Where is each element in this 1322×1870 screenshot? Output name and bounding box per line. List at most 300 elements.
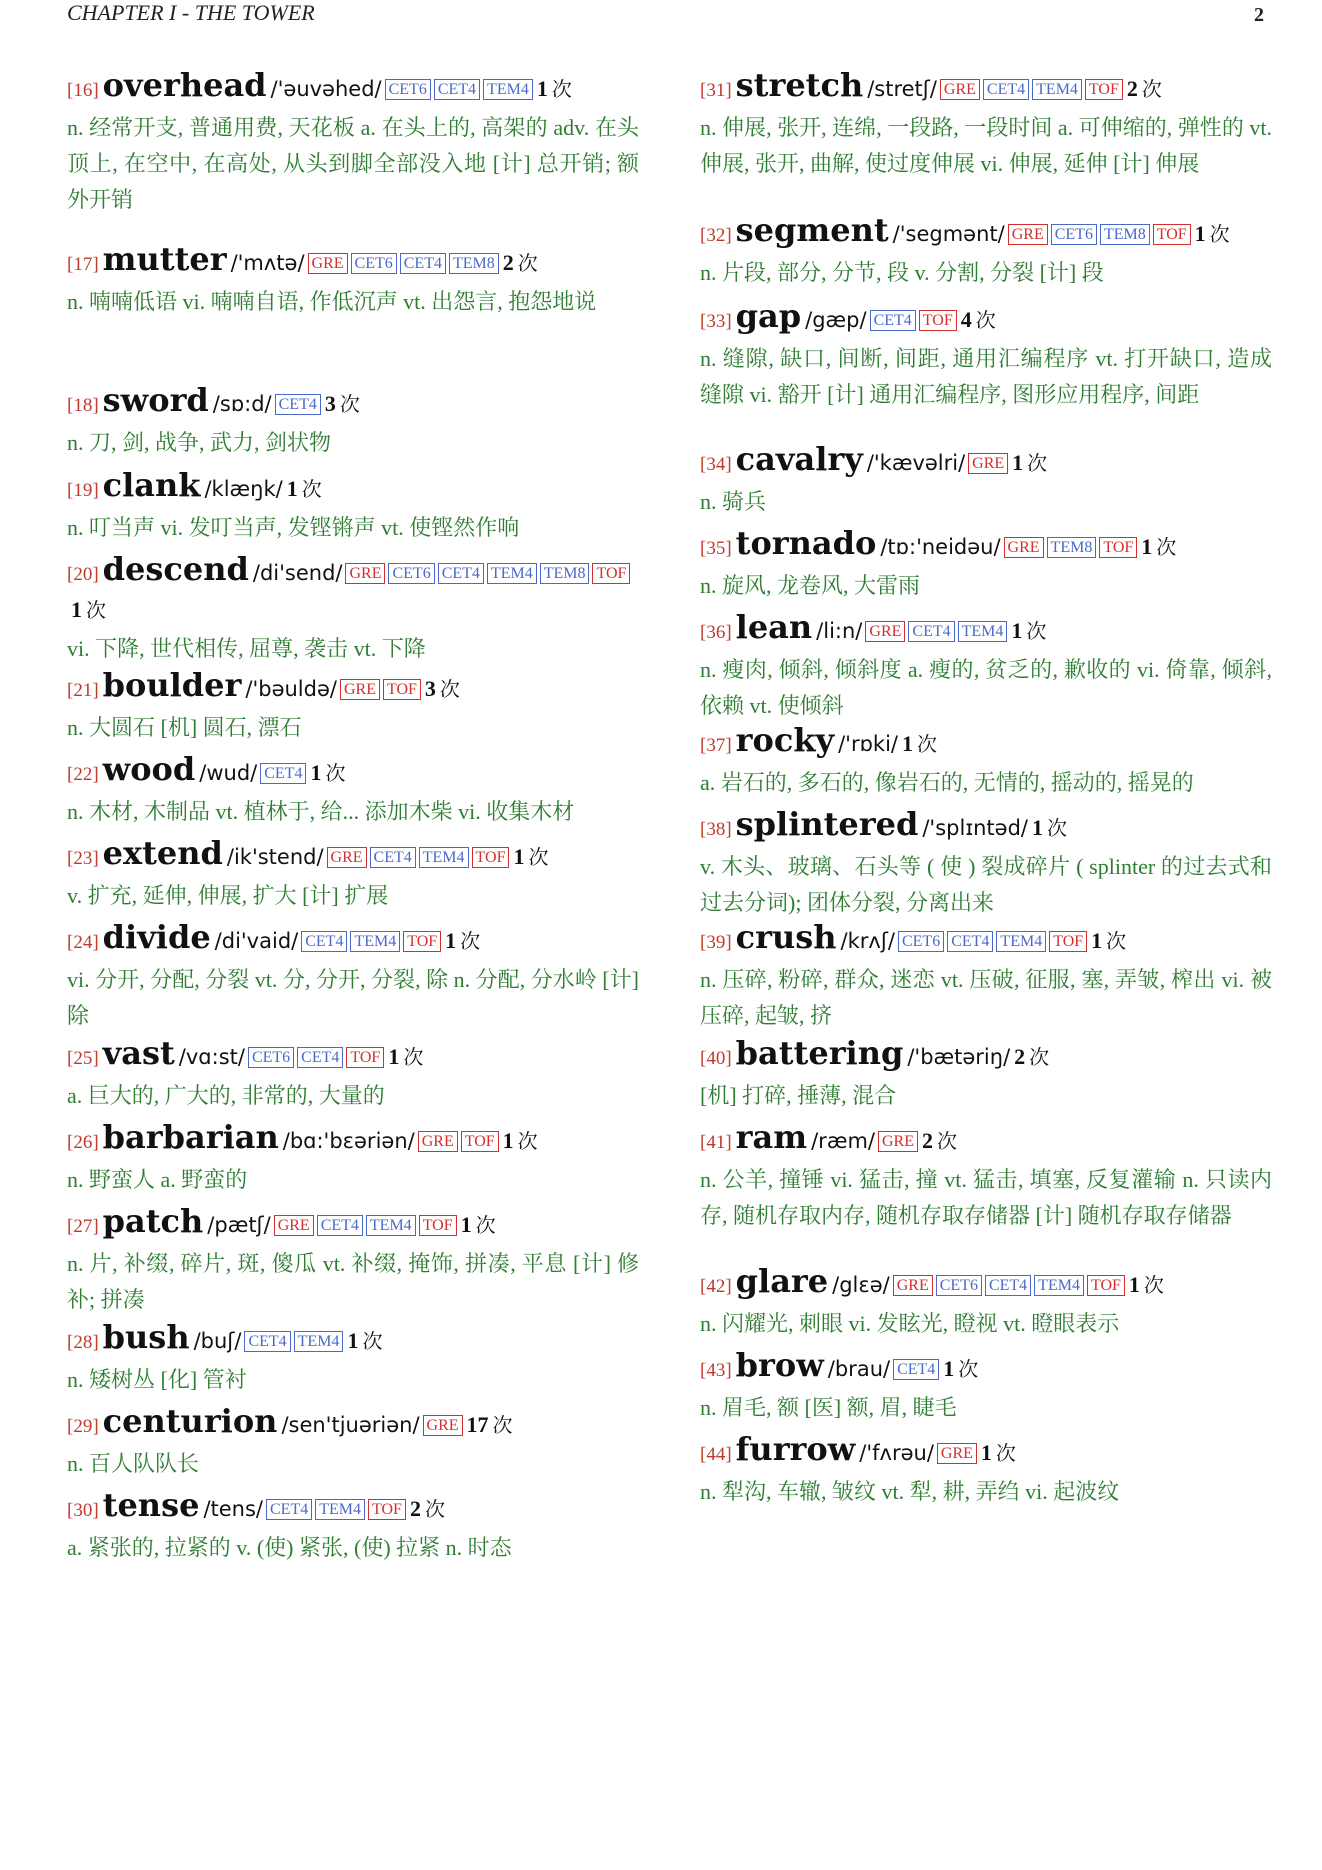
frequency-unit: 次	[1209, 224, 1230, 246]
entry-head	[67, 752, 639, 793]
exam-tag: GRE	[937, 1443, 977, 1464]
entry-number: [32]	[700, 225, 732, 246]
frequency-count: 1	[536, 76, 548, 101]
word-entry	[700, 1432, 1272, 1510]
word-entry	[700, 213, 1272, 291]
entry-head	[700, 1264, 1272, 1305]
entry-head	[67, 1120, 639, 1161]
pronunciation: /wud/	[199, 761, 258, 785]
word-entry	[700, 1036, 1272, 1114]
definition: n. 骑兵	[700, 489, 767, 514]
frequency-unit: 次	[492, 1415, 513, 1437]
entry-number: [16]	[67, 80, 99, 101]
entry-number: [37]	[700, 735, 732, 756]
entry-number: [25]	[67, 1048, 99, 1069]
entry-head	[700, 1348, 1272, 1389]
word-entry	[700, 920, 1272, 1034]
entry-head	[67, 836, 639, 877]
frequency-unit: 次	[1156, 537, 1177, 559]
exam-tag: TOF	[1049, 931, 1087, 952]
exam-tag: CET4	[297, 1047, 343, 1068]
headword: divide	[102, 918, 211, 956]
word-entry	[700, 610, 1272, 724]
exam-tag: CET4	[983, 79, 1029, 100]
definition: n. 喃喃低语 vi. 喃喃自语, 作低沉声 vt. 出怨言, 抱怨地说	[67, 289, 597, 314]
exam-tag: CET4	[317, 1215, 363, 1236]
entry-head	[700, 1036, 1272, 1077]
pronunciation: /'bætəriŋ/	[907, 1045, 1011, 1069]
definition: n. 刀, 剑, 战争, 武力, 剑状物	[67, 430, 332, 455]
entry-number: [35]	[700, 538, 732, 559]
word-entry	[700, 68, 1272, 182]
exam-tag: CET4	[893, 1359, 939, 1380]
pronunciation: /stretʃ/	[867, 77, 937, 101]
exam-tag: TEM4	[1034, 1275, 1084, 1296]
entry-number: [41]	[700, 1132, 732, 1153]
definition: a. 巨大的, 广大的, 非常的, 大量的	[67, 1083, 385, 1108]
pronunciation: /'segmənt/	[892, 222, 1005, 246]
definition: n. 片, 补缀, 碎片, 斑, 傻瓜 vt. 补缀, 掩饰, 拼凑, 平息 [计] 修补; 拼凑	[67, 1251, 639, 1312]
pronunciation: /brau/	[827, 1357, 891, 1381]
exam-tag: TOF	[1099, 537, 1137, 558]
definition: v. 木头、玻璃、石头等 ( 使 ) 裂成碎片 ( splinter 的过去式和过去分词); 团体分裂, 分离出来	[700, 854, 1272, 915]
definition: n. 犁沟, 车辙, 皱纹 vt. 犁, 耕, 弄绉 vi. 起波纹	[700, 1479, 1120, 1504]
entry-head	[700, 723, 1272, 764]
entry-head	[700, 1120, 1272, 1161]
word-entry	[700, 1264, 1272, 1342]
frequency-unit: 次	[528, 847, 549, 869]
exam-tag: CET6	[936, 1275, 982, 1296]
definition: n. 压碎, 粉碎, 群众, 迷恋 vt. 压破, 征服, 塞, 弄皱, 榨出 vi. 被压碎, 起皱, 挤	[700, 967, 1272, 1028]
pronunciation: /'splɪntəd/	[922, 816, 1028, 840]
headword: gap	[735, 297, 802, 335]
exam-tag: TEM4	[487, 563, 537, 584]
exam-tag: CET4	[301, 931, 347, 952]
frequency-unit: 次	[86, 600, 106, 622]
headword: rocky	[735, 721, 835, 759]
exam-tag: GRE	[308, 253, 348, 274]
entry-number: [39]	[700, 932, 732, 953]
word-entry	[67, 1320, 639, 1398]
entry-head	[67, 920, 639, 961]
frequency-count: 1	[347, 1328, 359, 1353]
pronunciation: /'bəuldə/	[245, 677, 337, 701]
definition: n. 旋风, 龙卷风, 大雷雨	[700, 573, 921, 598]
entry-number: [23]	[67, 848, 99, 869]
exam-tag: TEM4	[315, 1499, 365, 1520]
exam-tag: TOF	[1153, 224, 1191, 245]
headword: boulder	[102, 666, 242, 704]
definition: n. 野蛮人 a. 野蛮的	[67, 1167, 248, 1192]
exam-tag: CET6	[248, 1047, 294, 1068]
exam-tag: GRE	[968, 453, 1008, 474]
definition: a. 紧张的, 拉紧的 v. (使) 紧张, (使) 拉紧 n. 时态	[67, 1535, 512, 1560]
entry-head	[700, 213, 1272, 254]
entry-head	[700, 610, 1272, 651]
definition: vi. 分开, 分配, 分裂 vt. 分, 分开, 分裂, 除 n. 分配, 分水岭 [计] 除	[67, 967, 639, 1028]
exam-tag: CET4	[985, 1275, 1031, 1296]
exam-tag: CET6	[898, 931, 944, 952]
headword: battering	[735, 1034, 904, 1072]
frequency-unit: 次	[1047, 818, 1067, 840]
pronunciation: /sen'tjuəriən/	[281, 1413, 420, 1437]
pronunciation: /ik'stend/	[226, 845, 324, 869]
frequency-unit: 次	[975, 310, 996, 332]
word-entry	[67, 752, 639, 830]
frequency-unit: 次	[1026, 621, 1047, 643]
exam-tag: GRE	[327, 847, 367, 868]
entry-number: [43]	[700, 1360, 732, 1381]
definition: vi. 下降, 世代相传, 屈尊, 袭击 vt. 下降	[67, 636, 426, 661]
headword: ram	[735, 1118, 808, 1156]
frequency-count: 1	[1011, 618, 1023, 643]
frequency-count: 1	[980, 1440, 992, 1465]
pronunciation: /sɒ:d/	[212, 392, 272, 416]
entry-head	[700, 526, 1272, 567]
frequency-count: 1	[902, 731, 913, 756]
pronunciation: /di'vaid/	[214, 929, 299, 953]
frequency-unit: 次	[424, 1499, 445, 1521]
entry-number: [30]	[67, 1500, 99, 1521]
exam-tag: TOF	[419, 1215, 457, 1236]
definition: n. 公羊, 撞锤 vi. 猛击, 撞 vt. 猛击, 填塞, 反复灌输 n. 只读内存, 随机存取内存, 随机存取存储器 [计] 随机存取存储器	[700, 1167, 1272, 1228]
entry-number: [22]	[67, 764, 99, 785]
frequency-count: 1	[502, 1128, 514, 1153]
exam-tag: TOF	[368, 1499, 406, 1520]
pronunciation: /di'send/	[252, 561, 343, 585]
frequency-count: 17	[466, 1412, 489, 1437]
definition: [机] 打碎, 捶薄, 混合	[700, 1083, 897, 1108]
word-entry	[67, 242, 639, 320]
entry-number: [18]	[67, 395, 99, 416]
headword: extend	[102, 834, 223, 872]
chapter-header: CHAPTER I - THE TOWER	[67, 0, 315, 25]
word-entry	[700, 299, 1272, 413]
definition: n. 经常开支, 普通用费, 天花板 a. 在头上的, 高架的 adv. 在头顶上, 在空中, 在高处, 从头到脚全部没入地 [计] 总开销; 额外开销	[67, 115, 639, 212]
frequency-unit: 次	[958, 1359, 979, 1381]
exam-tag: TEM4	[483, 79, 533, 100]
exam-tag: TOF	[346, 1047, 384, 1068]
headword: brow	[735, 1346, 824, 1384]
headword: clank	[102, 466, 201, 504]
word-entry	[700, 526, 1272, 604]
word-entry	[67, 1036, 639, 1114]
headword: patch	[102, 1202, 204, 1240]
frequency-unit: 次	[1106, 931, 1127, 953]
headword: stretch	[735, 66, 864, 104]
entry-head	[700, 920, 1272, 961]
exam-tag: TOF	[1087, 1275, 1125, 1296]
frequency-unit: 次	[460, 931, 481, 953]
pronunciation: /'əuvəhed/	[270, 77, 382, 101]
headword: sword	[102, 381, 209, 419]
definition: n. 百人队队长	[67, 1451, 200, 1476]
frequency-count: 1	[1032, 815, 1043, 840]
exam-tag: CET6	[351, 253, 397, 274]
entry-head	[67, 552, 639, 630]
entry-number: [26]	[67, 1132, 99, 1153]
exam-tag: GRE	[418, 1131, 458, 1152]
frequency-unit: 次	[301, 479, 322, 501]
entry-number: [34]	[700, 454, 732, 475]
exam-tag: GRE	[893, 1275, 933, 1296]
entry-number: [20]	[67, 564, 99, 585]
word-entry	[700, 807, 1272, 921]
exam-tag: TEM4	[1032, 79, 1082, 100]
word-entry	[67, 1120, 639, 1198]
headword: descend	[102, 550, 249, 588]
definition: n. 片段, 部分, 分节, 段 v. 分割, 分裂 [计] 段	[700, 260, 1104, 285]
definition: n. 缝隙, 缺口, 间断, 间距, 通用汇编程序 vt. 打开缺口, 造成缝隙 vi. 豁开 [计] 通用汇编程序, 图形应用程序, 间距	[700, 346, 1272, 407]
exam-tag: CET4	[260, 763, 306, 784]
exam-tag: TOF	[403, 931, 441, 952]
entry-head	[700, 68, 1272, 109]
definition: n. 叮当声 vi. 发叮当声, 发铿锵声 vt. 使铿然作响	[67, 515, 520, 540]
headword: furrow	[735, 1430, 856, 1468]
word-entry	[67, 468, 639, 546]
frequency-count: 1	[1128, 1272, 1140, 1297]
headword: splintered	[735, 805, 919, 843]
definition: v. 扩充, 延伸, 伸展, 扩大 [计] 扩展	[67, 883, 389, 908]
definition: n. 瘦肉, 倾斜, 倾斜度 a. 瘦的, 贫乏的, 歉收的 vi. 倚靠, 倾斜, 依赖 vt. 使倾斜	[700, 657, 1272, 718]
definition: n. 眉毛, 额 [医] 额, 眉, 睫毛	[700, 1395, 957, 1420]
frequency-unit: 次	[517, 1131, 538, 1153]
entry-number: [28]	[67, 1332, 99, 1353]
frequency-unit: 次	[551, 79, 572, 101]
exam-tag: GRE	[1008, 224, 1048, 245]
frequency-count: 3	[424, 676, 436, 701]
frequency-unit: 次	[362, 1331, 383, 1353]
exam-tag: GRE	[940, 79, 980, 100]
headword: glare	[735, 1262, 829, 1300]
frequency-count: 1	[286, 476, 298, 501]
frequency-unit: 次	[403, 1047, 424, 1069]
frequency-count: 1	[310, 760, 322, 785]
headword: overhead	[102, 66, 267, 104]
pronunciation: /pætʃ/	[207, 1213, 271, 1237]
entry-head	[67, 383, 639, 424]
frequency-unit: 次	[1143, 1275, 1164, 1297]
exam-tag: CET6	[388, 563, 434, 584]
exam-tag: TEM8	[1047, 537, 1097, 558]
exam-tag: GRE	[274, 1215, 314, 1236]
exam-tag: TEM8	[540, 563, 590, 584]
word-entry	[700, 723, 1272, 801]
exam-tag: TEM4	[996, 931, 1046, 952]
exam-tag: CET4	[400, 253, 446, 274]
word-entry	[700, 1120, 1272, 1234]
pronunciation: /tɒ:'neidəu/	[880, 535, 1001, 559]
entry-number: [44]	[700, 1444, 732, 1465]
exam-tag: GRE	[1004, 537, 1044, 558]
entry-number: [36]	[700, 622, 732, 643]
entry-head	[67, 242, 639, 283]
entry-number: [33]	[700, 311, 732, 332]
exam-tag: GRE	[345, 563, 385, 584]
frequency-unit: 次	[517, 253, 538, 275]
pronunciation: /'kævəlri/	[866, 451, 966, 475]
pronunciation: /glɛə/	[832, 1273, 890, 1297]
pronunciation: /klæŋk/	[204, 477, 283, 501]
frequency-unit: 次	[917, 734, 937, 756]
frequency-count: 1	[388, 1044, 400, 1069]
pronunciation: /'mʌtə/	[230, 251, 305, 275]
headword: centurion	[102, 1402, 278, 1440]
exam-tag: TOF	[472, 847, 510, 868]
exam-tag: TEM8	[1100, 224, 1150, 245]
entry-head	[67, 1320, 639, 1361]
frequency-unit: 次	[1141, 79, 1162, 101]
headword: lean	[735, 608, 813, 646]
frequency-unit: 次	[936, 1131, 957, 1153]
headword: crush	[735, 918, 837, 956]
exam-tag: CET4	[370, 847, 416, 868]
entry-head	[700, 1432, 1272, 1473]
headword: barbarian	[102, 1118, 279, 1156]
exam-tag: TEM4	[294, 1331, 344, 1352]
frequency-count: 2	[921, 1128, 933, 1153]
exam-tag: TEM4	[350, 931, 400, 952]
frequency-unit: 次	[1029, 1047, 1050, 1069]
entry-number: [42]	[700, 1276, 732, 1297]
entry-head	[700, 299, 1272, 340]
entry-head	[67, 1204, 639, 1245]
word-entry	[67, 920, 639, 1034]
pronunciation: /ræm/	[811, 1129, 875, 1153]
entry-number: [38]	[700, 819, 732, 840]
entry-number: [21]	[67, 680, 99, 701]
entry-head	[67, 1488, 639, 1529]
pronunciation: /gæp/	[805, 308, 867, 332]
exam-tag: GRE	[423, 1415, 463, 1436]
entry-head	[67, 468, 639, 509]
headword: mutter	[102, 240, 227, 278]
definition: n. 伸展, 张开, 连绵, 一段路, 一段时间 a. 可伸缩的, 弹性的 vt. 伸展, 张开, 曲解, 使过度伸展 vi. 伸展, 延伸 [计] 伸展	[700, 115, 1272, 176]
headword: tense	[102, 1486, 200, 1524]
word-entry	[67, 1204, 639, 1318]
frequency-unit: 次	[995, 1443, 1016, 1465]
word-entry	[67, 1488, 639, 1566]
frequency-count: 1	[1091, 928, 1103, 953]
frequency-unit: 次	[1027, 453, 1048, 475]
entry-head	[67, 668, 639, 709]
frequency-count: 1	[513, 844, 525, 869]
frequency-count: 2	[409, 1496, 421, 1521]
entry-head	[700, 807, 1272, 848]
frequency-count: 3	[324, 391, 336, 416]
exam-tag: CET4	[908, 621, 954, 642]
headword: cavalry	[735, 440, 863, 478]
frequency-count: 1	[460, 1212, 472, 1237]
frequency-count: 4	[960, 307, 972, 332]
entry-head	[67, 68, 639, 109]
pronunciation: /buʃ/	[193, 1329, 242, 1353]
pronunciation: /tens/	[203, 1497, 263, 1521]
entry-number: [40]	[700, 1048, 732, 1069]
exam-tag: TOF	[592, 563, 630, 584]
word-entry	[67, 668, 639, 746]
exam-tag: CET4	[275, 394, 321, 415]
entry-number: [24]	[67, 932, 99, 953]
pronunciation: /li:n/	[816, 619, 863, 643]
definition: n. 大圆石 [机] 圆石, 漂石	[67, 715, 302, 740]
exam-tag: TOF	[383, 679, 421, 700]
frequency-count: 1	[1194, 221, 1206, 246]
frequency-count: 2	[502, 250, 514, 275]
pronunciation: /vɑ:st/	[178, 1045, 245, 1069]
frequency-count: 1	[1141, 534, 1153, 559]
word-entry	[67, 68, 639, 218]
exam-tag: GRE	[340, 679, 380, 700]
exam-tag: CET6	[1051, 224, 1097, 245]
headword: bush	[102, 1318, 190, 1356]
word-entry	[67, 383, 639, 461]
frequency-count: 2	[1014, 1044, 1026, 1069]
headword: vast	[102, 1034, 175, 1072]
entry-number: [29]	[67, 1416, 99, 1437]
frequency-count: 1	[445, 928, 457, 953]
pronunciation: /'rɒki/	[838, 732, 898, 756]
exam-tag: CET4	[244, 1331, 290, 1352]
entry-head	[67, 1036, 639, 1077]
frequency-count: 1	[71, 597, 82, 622]
exam-tag: TEM4	[419, 847, 469, 868]
exam-tag: CET6	[385, 79, 431, 100]
word-entry	[67, 552, 639, 667]
headword: wood	[102, 750, 196, 788]
headword: segment	[735, 211, 889, 249]
exam-tag: TOF	[919, 310, 957, 331]
exam-tag: TOF	[461, 1131, 499, 1152]
exam-tag: GRE	[878, 1131, 918, 1152]
exam-tag: TEM8	[449, 253, 499, 274]
frequency-unit: 次	[339, 394, 360, 416]
pronunciation: /bɑ:'bɛəriən/	[282, 1129, 415, 1153]
frequency-unit: 次	[325, 763, 346, 785]
frequency-unit: 次	[475, 1215, 496, 1237]
frequency-unit: 次	[439, 679, 460, 701]
definition: a. 岩石的, 多石的, 像岩石的, 无情的, 摇动的, 摇晃的	[700, 770, 1194, 795]
exam-tag: TEM4	[366, 1215, 416, 1236]
exam-tag: CET4	[438, 563, 484, 584]
exam-tag: GRE	[865, 621, 905, 642]
page-number: 2	[1254, 4, 1264, 26]
definition: n. 木材, 木制品 vt. 植林于, 给... 添加木柴 vi. 收集木材	[67, 799, 575, 824]
frequency-count: 1	[943, 1356, 955, 1381]
entry-number: [17]	[67, 254, 99, 275]
definition: n. 矮树丛 [化] 管衬	[67, 1367, 247, 1392]
exam-tag: CET4	[434, 79, 480, 100]
frequency-count: 2	[1126, 76, 1138, 101]
word-entry	[67, 836, 639, 914]
exam-tag: CET4	[947, 931, 993, 952]
entry-number: [19]	[67, 480, 99, 501]
entry-number: [31]	[700, 80, 732, 101]
word-entry	[67, 1404, 639, 1482]
exam-tag: TEM4	[958, 621, 1008, 642]
word-entry	[700, 1348, 1272, 1426]
definition: n. 闪耀光, 刺眼 vi. 发眩光, 瞪视 vt. 瞪眼表示	[700, 1311, 1120, 1336]
entry-head	[700, 442, 1272, 483]
exam-tag: CET4	[870, 310, 916, 331]
pronunciation: /'fʌrəu/	[859, 1441, 934, 1465]
headword: tornado	[735, 524, 877, 562]
frequency-count: 1	[1012, 450, 1024, 475]
exam-tag: CET4	[266, 1499, 312, 1520]
entry-number: [27]	[67, 1216, 99, 1237]
word-entry	[700, 442, 1272, 520]
exam-tag: TOF	[1085, 79, 1123, 100]
